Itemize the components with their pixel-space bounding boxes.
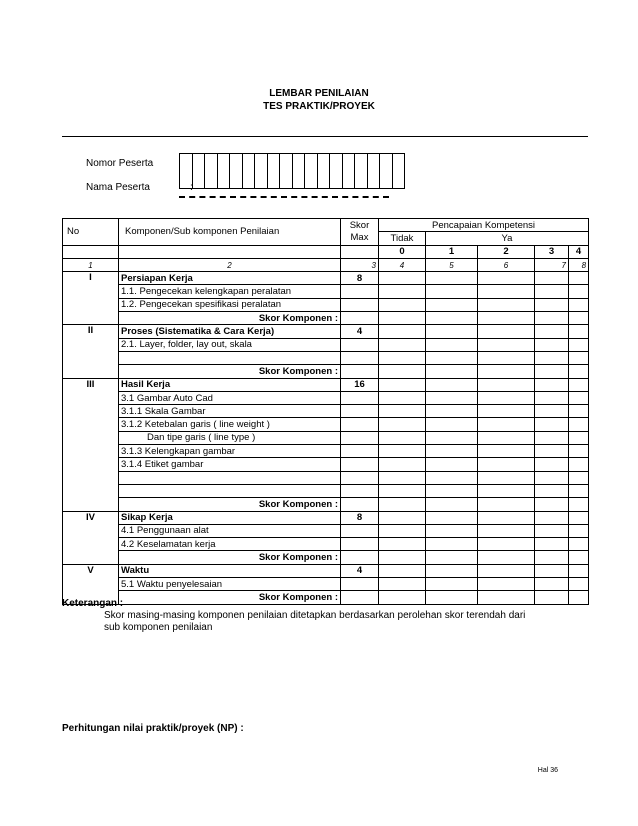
score-cell[interactable] [478,484,535,497]
score-cell[interactable] [569,524,589,537]
skor-komponen-value[interactable] [341,312,379,325]
score-cell[interactable] [426,378,478,391]
score-cell[interactable] [379,578,426,591]
score-cell[interactable] [478,511,535,524]
section-max: 4 [341,564,379,577]
nama-peserta-label: Nama Peserta [86,182,150,193]
score-cell[interactable] [426,564,478,577]
skor-komponen-row [63,365,589,378]
sub-item: 1.2. Pengecekan spesifikasi peralatan [119,298,341,311]
table-row [63,471,589,484]
score-cell[interactable] [478,538,535,551]
sub-item: 3.1.3 Kelengkapan gambar [119,445,341,458]
score-cell[interactable] [535,351,569,364]
level-3: 3 [535,245,569,258]
score-cell[interactable] [426,391,478,404]
score-cell[interactable] [426,484,478,497]
table-row [63,391,589,404]
sub-item [119,484,341,497]
sub-item: 3.1 Gambar Auto Cad [119,391,341,404]
score-cell[interactable] [569,458,589,471]
score-cell[interactable] [379,524,426,537]
score-cell[interactable] [379,378,426,391]
nama-peserta-colon: : [190,182,193,193]
score-cell[interactable] [535,538,569,551]
score-cell[interactable] [379,564,426,577]
score-cell[interactable] [569,312,589,325]
nama-peserta-field[interactable] [179,196,389,198]
table-row [63,445,589,458]
table-row [63,405,589,418]
score-cell[interactable] [426,325,478,338]
header-ya: Ya [426,232,589,245]
score-cell[interactable] [426,365,478,378]
score-cell[interactable] [478,431,535,444]
skor-komponen-label: Skor Komponen : [119,365,341,378]
sub-item [119,471,341,484]
score-cell[interactable] [569,325,589,338]
section-row [63,272,589,285]
table-row [63,285,589,298]
col-index-7: 7 [535,258,569,271]
score-cell[interactable] [379,471,426,484]
score-cell[interactable] [379,351,426,364]
header-tidak: Tidak [379,232,426,245]
score-cell[interactable] [478,418,535,431]
level-1: 1 [426,245,478,258]
score-cell[interactable] [478,325,535,338]
col-index-3: 3 [341,258,379,271]
score-cell[interactable] [426,298,478,311]
perhitungan-label: Perhitungan nilai praktik/proyek (NP) : [62,723,244,734]
score-cell[interactable] [426,498,478,511]
page-subtitle: TES PRAKTIK/PROYEK [263,101,375,112]
score-cell[interactable] [478,551,535,564]
table-row [63,338,589,351]
score-cell[interactable] [569,338,589,351]
score-cell[interactable] [426,538,478,551]
score-cell[interactable] [379,498,426,511]
skor-komponen-label: Skor Komponen : [119,591,341,604]
score-cell[interactable] [569,298,589,311]
table-row [63,418,589,431]
section-row [63,378,589,391]
table-row [63,484,589,497]
section-max: 16 [341,378,379,391]
score-cell[interactable] [478,498,535,511]
score-cell[interactable] [379,484,426,497]
page-number: Hal 36 [537,767,558,774]
sub-item: Dan tipe garis ( line type ) [119,431,341,444]
sub-item [119,351,341,364]
score-cell[interactable] [569,378,589,391]
score-cell[interactable] [535,445,569,458]
score-cell[interactable] [535,378,569,391]
score-cell[interactable] [426,445,478,458]
score-cell[interactable] [535,365,569,378]
sub-item: 2.1. Layer, folder, lay out, skala [119,338,341,351]
table-row [63,538,589,551]
score-cell[interactable] [478,591,535,604]
level-2: 2 [478,245,535,258]
skor-komponen-label: Skor Komponen : [119,312,341,325]
score-cell[interactable] [478,524,535,537]
table-row [63,524,589,537]
skor-komponen-row [63,498,589,511]
assessment-table [62,218,589,605]
score-cell[interactable] [379,391,426,404]
skor-komponen-row [63,591,589,604]
score-cell[interactable] [478,378,535,391]
score-cell[interactable] [478,365,535,378]
score-cell[interactable] [569,498,589,511]
score-cell[interactable] [379,445,426,458]
score-cell[interactable] [569,471,589,484]
score-cell[interactable] [379,551,426,564]
section-no: II [63,325,119,378]
skor-komponen-value[interactable] [341,498,379,511]
score-cell[interactable] [569,431,589,444]
score-cell[interactable] [426,511,478,524]
skor-komponen-row [63,551,589,564]
score-cell[interactable] [379,365,426,378]
score-cell[interactable] [535,418,569,431]
score-cell[interactable] [535,391,569,404]
nomor-peserta-boxes[interactable] [179,153,405,189]
score-cell[interactable] [379,298,426,311]
score-cell[interactable] [426,524,478,537]
score-cell[interactable] [569,272,589,285]
skor-komponen-value[interactable] [341,365,379,378]
score-cell[interactable] [569,365,589,378]
section-no: IV [63,511,119,564]
col-index-5: 5 [426,258,478,271]
table-row [63,431,589,444]
score-cell[interactable] [426,272,478,285]
score-cell[interactable] [426,405,478,418]
score-cell[interactable] [535,578,569,591]
score-cell[interactable] [535,431,569,444]
score-cell[interactable] [379,418,426,431]
score-cell[interactable] [478,285,535,298]
section-no: I [63,272,119,325]
score-cell[interactable] [478,471,535,484]
section-name: Hasil Kerja [119,378,341,391]
keterangan-label: Keterangan : [62,598,124,609]
sub-item: 5.1 Waktu penyelesaian [119,578,341,591]
score-cell[interactable] [379,538,426,551]
score-cell[interactable] [535,498,569,511]
col-index-4: 4 [379,258,426,271]
section-max: 8 [341,511,379,524]
col-index-1: 1 [63,258,119,271]
score-cell[interactable] [426,312,478,325]
score-cell[interactable] [535,312,569,325]
score-cell[interactable] [535,298,569,311]
col-index-2: 2 [119,258,341,271]
table-row [63,578,589,591]
score-cell[interactable] [535,471,569,484]
skor-komponen-label: Skor Komponen : [119,551,341,564]
score-cell[interactable] [478,458,535,471]
score-cell[interactable] [478,272,535,285]
score-cell[interactable] [569,351,589,364]
score-cell[interactable] [426,338,478,351]
score-cell[interactable] [379,511,426,524]
section-name: Sikap Kerja [119,511,341,524]
section-name: Persiapan Kerja [119,272,341,285]
score-cell[interactable] [535,524,569,537]
sub-item: 1.1. Pengecekan kelengkapan peralatan [119,285,341,298]
score-cell[interactable] [569,564,589,577]
score-cell[interactable] [535,551,569,564]
level-0: 0 [379,245,426,258]
score-cell[interactable] [478,312,535,325]
skor-komponen-row [63,312,589,325]
nomor-peserta-label: Nomor Peserta [86,158,154,169]
skor-komponen-value[interactable] [341,551,379,564]
score-cell[interactable] [426,471,478,484]
score-cell[interactable] [569,391,589,404]
score-cell[interactable] [535,272,569,285]
keterangan-line-1: Skor masing-masing komponen penilaian ditetapkan berdasarkan perolehan skor terendah dari [104,610,526,621]
page-title: LEMBAR PENILAIAN [269,88,369,99]
header-komponen: Komponen/Sub komponen Penilaian [119,219,341,246]
col-index-8: 8 [569,258,589,271]
score-cell[interactable] [478,564,535,577]
score-cell[interactable] [478,338,535,351]
score-cell[interactable] [569,405,589,418]
score-cell[interactable] [426,458,478,471]
header-pencapaian: Pencapaian Kompetensi [379,219,589,232]
sub-item: 3.1.4 Etiket gambar [119,458,341,471]
skor-komponen-value[interactable] [341,591,379,604]
score-cell[interactable] [569,578,589,591]
score-cell[interactable] [379,591,426,604]
score-cell[interactable] [535,325,569,338]
score-cell[interactable] [569,591,589,604]
score-cell[interactable] [535,458,569,471]
score-cell[interactable] [478,445,535,458]
score-cell[interactable] [569,511,589,524]
table-row [63,298,589,311]
score-cell[interactable] [569,484,589,497]
score-cell[interactable] [535,511,569,524]
divider [62,136,588,137]
section-name: Waktu [119,564,341,577]
score-cell[interactable] [535,405,569,418]
sub-item: 4.2 Keselamatan kerja [119,538,341,551]
score-cell[interactable] [569,418,589,431]
section-row [63,511,589,524]
score-cell[interactable] [379,405,426,418]
score-cell[interactable] [426,591,478,604]
col-index-6: 6 [478,258,535,271]
section-max: 8 [341,272,379,285]
header-skor-max: Skor Max [341,219,379,246]
section-name: Proses (Sistematika & Cara Kerja) [119,325,341,338]
score-cell[interactable] [426,418,478,431]
sub-item: 3.1.1 Skala Gambar [119,405,341,418]
header-no: No [63,219,119,246]
score-cell[interactable] [379,325,426,338]
sub-item: 3.1.2 Ketebalan garis ( line weight ) [119,418,341,431]
score-cell[interactable] [426,551,478,564]
score-cell[interactable] [379,285,426,298]
score-cell[interactable] [379,458,426,471]
score-cell[interactable] [478,351,535,364]
keterangan-line-2: sub komponen penilaian [104,622,213,633]
section-row [63,564,589,577]
score-cell[interactable] [535,484,569,497]
table-row [63,351,589,364]
skor-komponen-label: Skor Komponen : [119,498,341,511]
score-cell[interactable] [426,285,478,298]
score-cell[interactable] [478,578,535,591]
score-cell[interactable] [535,591,569,604]
section-no: III [63,378,119,511]
score-cell[interactable] [379,431,426,444]
score-cell[interactable] [478,405,535,418]
table-row [63,458,589,471]
score-cell[interactable] [426,578,478,591]
score-cell[interactable] [478,298,535,311]
score-cell[interactable] [478,391,535,404]
section-max: 4 [341,325,379,338]
score-cell[interactable] [379,312,426,325]
section-no: V [63,564,119,604]
score-cell[interactable] [569,538,589,551]
score-cell[interactable] [426,431,478,444]
sub-item: 4.1 Penggunaan alat [119,524,341,537]
score-cell[interactable] [426,351,478,364]
section-row [63,325,589,338]
score-cell[interactable] [379,338,426,351]
level-4: 4 [569,245,589,258]
score-cell[interactable] [569,285,589,298]
score-cell[interactable] [379,272,426,285]
score-cell[interactable] [535,285,569,298]
score-cell[interactable] [569,551,589,564]
score-cell[interactable] [569,445,589,458]
score-cell[interactable] [535,564,569,577]
score-cell[interactable] [535,338,569,351]
